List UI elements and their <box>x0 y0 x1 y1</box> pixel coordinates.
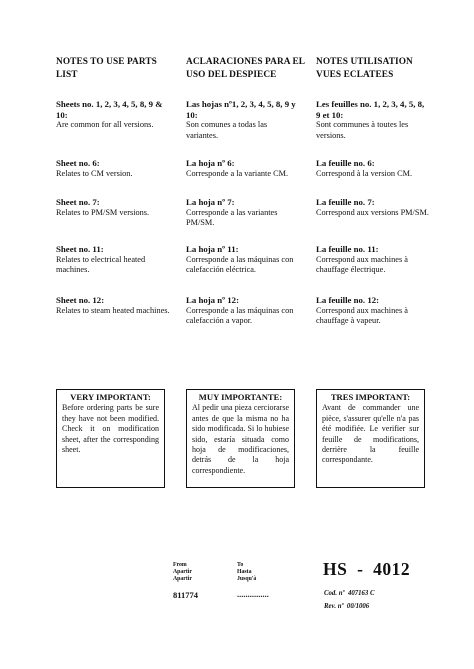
section-body: Correspond aux versions PM/SM. <box>316 207 429 217</box>
to-value: ............... <box>237 589 269 599</box>
section-title: La hoja nº 11: <box>186 244 239 254</box>
box-body: Avant de commander une pièce, s'assurer qu'elle n'a pas été modifiée. Le verifier sur feuille de modifications, derrière la feuille correspondante. <box>322 403 419 465</box>
section-es-1 <box>186 99 299 141</box>
section-title: Sheet no. 7: <box>56 197 100 207</box>
section-fr-4 <box>316 244 429 276</box>
section-title: Sheet no. 12: <box>56 295 105 305</box>
box-body: Before ordering parts be sure they have not been modified. Check it on modification sheet, after the corresponding sheet. <box>62 403 159 455</box>
section-body: Corresponde a las variantes PM/SM. <box>186 207 278 227</box>
section-body: Correspond aux machines à chauffage électrique. <box>316 254 408 274</box>
section-title: La hoja nº 7: <box>186 197 235 207</box>
section-body: Are common for all versions. <box>56 120 154 129</box>
model-number: HS - 4012 <box>323 559 411 579</box>
section-fr-3 <box>316 197 429 218</box>
header-en: NOTES TO USE PARTS LIST <box>56 57 157 80</box>
section-fr-5 <box>316 295 429 327</box>
section-body: Relates to electrical heated machines. <box>56 254 146 274</box>
rev-number: Rev. nº 00/1006 <box>324 603 370 610</box>
section-title: La hoja nº 6: <box>186 158 235 168</box>
section-title: La hoja nº 12: <box>186 295 240 305</box>
from-value: 811774 <box>173 590 199 600</box>
section-title: Sheet no. 6: <box>56 158 100 168</box>
box-title: MUY IMPORTANTE: <box>198 392 283 402</box>
section-body: Sont communes à toutes les versions. <box>316 120 409 140</box>
section-fr-1 <box>316 99 429 141</box>
section-title: Sheet no. 11: <box>56 244 104 254</box>
section-body: Correspond à la version CM. <box>316 168 413 178</box>
section-body: Correspond aux machines à chauffage à vapeur. <box>316 305 408 325</box>
section-es-5 <box>186 295 299 327</box>
header-fr: NOTES UTILISATION VUES ECLATEES <box>316 57 413 80</box>
section-body: Corresponde a la variante CM. <box>186 168 289 178</box>
section-title: La feuille no. 12: <box>316 295 380 305</box>
box-title: VERY IMPORTANT: <box>70 392 151 402</box>
box-title: TRES IMPORTANT: <box>330 392 411 402</box>
important-box-en <box>56 389 165 488</box>
box-body: Al pedir una pieza cerciorarse antes de que la misma no ha sido modificada. Si lo hubiese sido, estaría situada como hoja de modificaciones, detrás de la hoja correspondiente. <box>192 403 289 475</box>
section-en-5 <box>56 295 171 316</box>
from-label: From Apartir Apartir <box>173 562 192 582</box>
section-title: La feuille no. 11: <box>316 244 379 254</box>
important-box-es <box>186 389 295 488</box>
section-body: Relates to steam heated machines. <box>56 305 170 315</box>
header-es: ACLARACIONES PARA EL USO DEL DESPIECE <box>186 57 305 80</box>
section-title: Les feuilles no. 1, 2, 3, 4, 5, 8, 9 et 10: <box>316 99 425 120</box>
important-box-fr <box>316 389 425 488</box>
section-es-2 <box>186 158 299 179</box>
section-es-3 <box>186 197 299 229</box>
section-title: La feuille no. 7: <box>316 197 375 207</box>
section-es-4 <box>186 244 299 276</box>
section-body: Son comunes a todas las variantes. <box>186 120 268 140</box>
section-en-3 <box>56 197 171 218</box>
section-title: Las hojas nº1, 2, 3, 4, 5, 8, 9 y 10: <box>186 99 296 120</box>
section-en-2 <box>56 158 171 179</box>
section-title: La feuille no. 6: <box>316 158 375 168</box>
cod-number: Cod. nº 407163 C <box>324 590 375 597</box>
section-body: Corresponde a las máquinas con calefacción a vapor. <box>186 305 294 325</box>
section-en-1 <box>56 99 171 131</box>
section-title: Sheets no. 1, 2, 3, 4, 5, 8, 9 & 10: <box>56 99 163 120</box>
section-fr-2 <box>316 158 429 179</box>
section-en-4 <box>56 244 171 276</box>
to-label: To Hasta Jusqu'à <box>237 562 257 582</box>
section-body: Relates to PM/SM versions. <box>56 207 150 217</box>
section-body: Corresponde a las máquinas con calefacción eléctrica. <box>186 254 294 274</box>
section-body: Relates to CM version. <box>56 168 133 178</box>
